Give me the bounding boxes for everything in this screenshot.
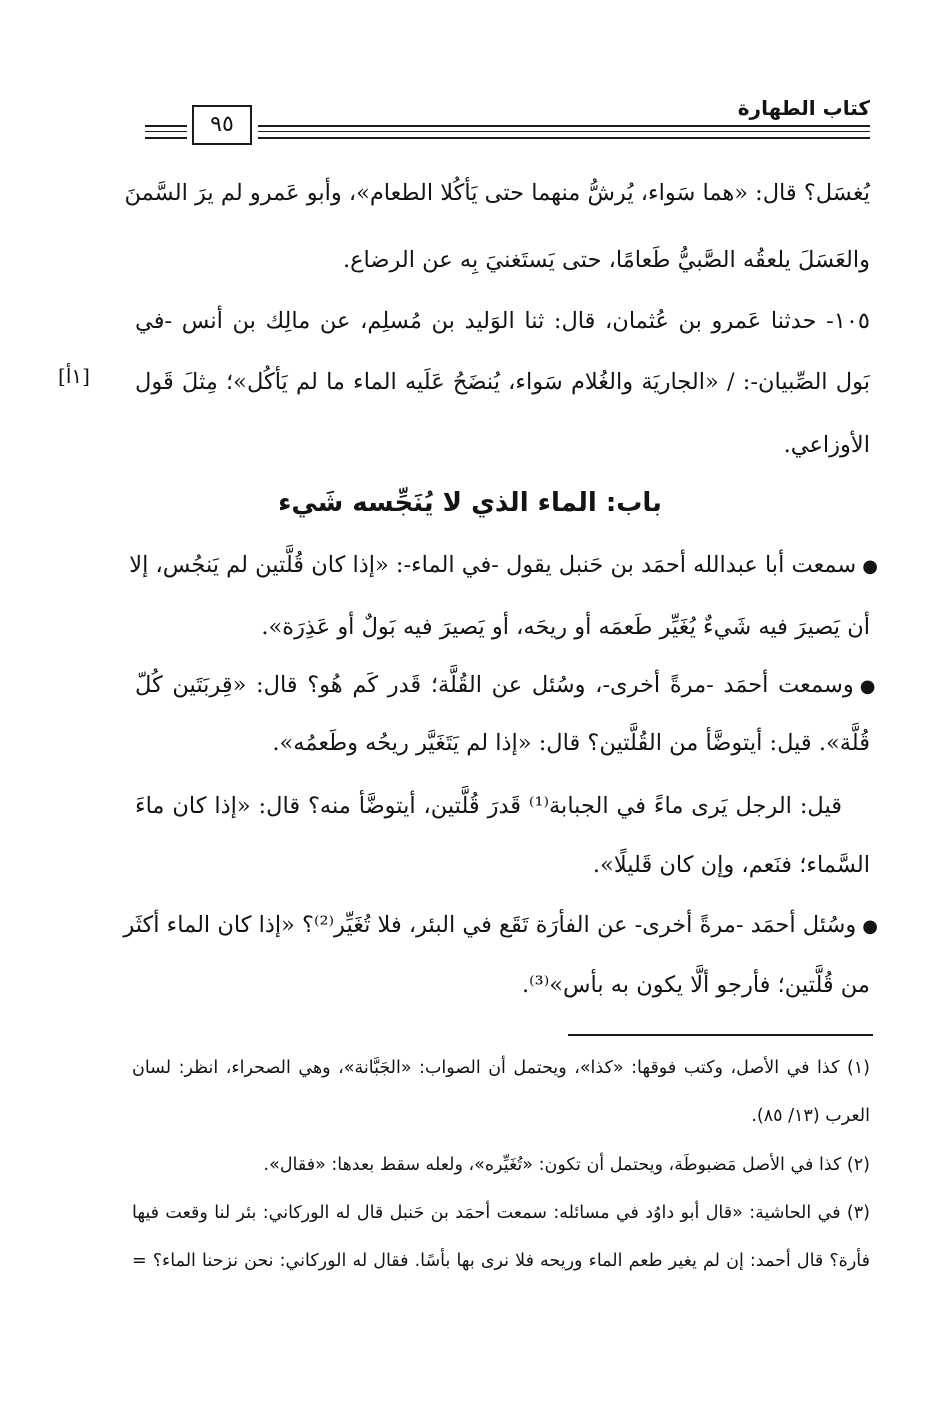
para-5-line-1 <box>123 910 878 942</box>
running-header-title: كتاب الطهارة <box>737 96 870 120</box>
footnote-1-line-1: (١) كذا في الأصل، وكتب فوقها: «كذا»، ويحتمل أن الصواب: «الجَبَّانة»، وهي الصحراء، انظر: لسان <box>132 1058 870 1078</box>
manuscript-folio-marker: [١أ] <box>58 364 90 388</box>
bullet-icon: ● <box>859 676 878 697</box>
header-rule-bottom <box>258 137 870 139</box>
para-3-line-1 <box>135 670 878 702</box>
chapter-heading: باب: الماء الذي لا يُنَجِّسه شَيء <box>278 488 662 518</box>
body-line-1: يُغسَل؟ قال: «هما سَواء، يُرشُّ منهما حتى يَأكُلا الطعام»، وأبو عَمرو لم يرَ السَّمنَ <box>124 180 870 206</box>
para-2-text-1: سمعت أبا عبدالله أحمَد بن حَنبل يقول -في الماء-: «إذا كان قُلَّتين لم يَنجُس، إلا <box>129 552 857 578</box>
header-rule-left-top <box>145 125 187 127</box>
footnote-3-line-1: (٣) في الحاشية: «قال أبو داوُد في مسائله: سمعت أحمَد بن حَنبل قال له الوركاني: بئر لنا وقعت فيها <box>132 1203 870 1223</box>
header-rule-top <box>258 125 870 127</box>
report-105-line-2: بَول الصِّبيان-: / «الجاريَة والغُلام سَواء، يُنضَحُ عَلَيه الماء ما لم يَأكُل»؛ مِثلَ قَول <box>135 369 870 395</box>
header-rule-left-bottom <box>145 137 187 139</box>
footnote-2-line-1: (٢) كذا في الأصل مَضبوطَة، ويحتمل أن تكون: «تُغَيِّره»، ولعله سقط بعدها: «فقال». <box>263 1155 870 1175</box>
para-4-line-2: السَّماء؛ فنَعم، وإن كان قَليلًا». <box>592 852 870 878</box>
para-3-text-1: وسمعت أحمَد -مرةً أخرى-، وسُئل عن القُلَّة؛ قَدر كَم هُو؟ قال: «قِربَتَين كُلّ <box>135 672 854 698</box>
para-2-line-1 <box>129 550 878 582</box>
para-5-text-1: وسُئل أحمَد -مرةً أخرى- عن الفأرَة تَقَع في البئر، فلا تُغَيِّر⁽²⁾؟ «إذا كان الماء أكثَر <box>123 912 857 938</box>
footnote-1-line-2: العرب (١٣/ ٨٥). <box>751 1106 870 1126</box>
para-2-line-2: أن يَصيرَ فيه شَيءٌ يُغَيِّر طَعمَه أو ريحَه، أو يَصيرَ فيه بَولٌ أو عَذِرَة». <box>261 614 870 640</box>
footnote-3-line-2: فأرة؟ قال أحمد: إن لم يغير طعم الماء وريحه فلا نرى بها بأسًا. فقال له الوركاني: نحن نزحنا الماء؟ = <box>132 1251 870 1271</box>
para-5-line-2: من قُلَّتين؛ فأرجو ألَّا يكون به بأس»⁽³⁾. <box>521 972 870 998</box>
report-105-line-1: ١٠٥- حدثنا عَمرو بن عُثمان، قال: ثنا الوَليد بن مُسلِم، عن مالِك بن أنس -في <box>135 308 870 334</box>
para-4-line-1: قيل: الرجل يَرى ماءً في الجبابة⁽¹⁾ قَدرَ قُلَّتين، أيتوضَّأ منه؟ قال: «إذا كان ماءَ <box>135 793 842 819</box>
para-3-line-2: قُلَّة». قيل: أيتوضَّأ من القُلَّتين؟ قال: «إذا لم يَتَغَيَّر ريحُه وطَعمُه». <box>272 730 870 756</box>
report-105-line-3: الأوزاعي. <box>783 432 870 458</box>
footnote-separator <box>568 1034 873 1036</box>
header-rule-left-middle <box>145 131 187 132</box>
bullet-icon: ● <box>862 556 878 577</box>
bullet-icon: ● <box>862 916 878 937</box>
header-rule-middle <box>258 131 870 132</box>
body-line-2: والعَسَلَ يلعقُه الصَّبيُّ طَعامًا، حتى يَستَغنيَ بِه عن الرضاع. <box>342 247 870 273</box>
page-number: ٩٥ <box>192 105 252 145</box>
